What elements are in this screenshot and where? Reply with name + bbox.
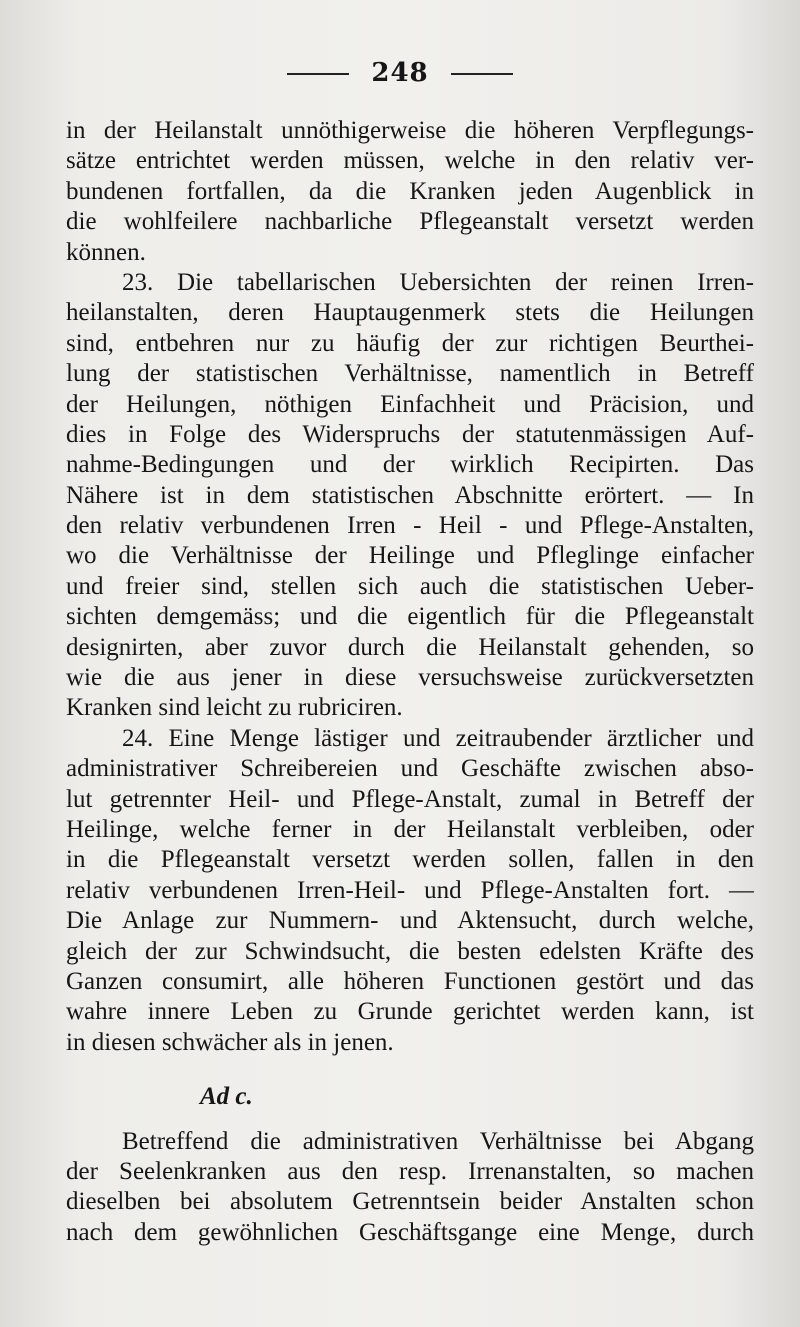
text-line: nach dem gewöhnlichen Geschäftsgange eine Menge, durch: [66, 1218, 754, 1246]
body-text: [66, 116, 754, 1248]
paragraph-adc-start: Betreffend die administrativen Verhältnisse bei Abgang: [122, 1127, 754, 1155]
text-line: Kranken sind leicht zu rubriciren.: [66, 694, 403, 722]
text-line: Nähere ist in dem statistischen Abschnitte erörtert. — In: [66, 481, 754, 509]
text-line: den relativ verbundenen Irren - Heil - und Pflege-Anstalten,: [66, 512, 754, 540]
text-line: dieselben bei absolutem Getrenntsein beider Anstalten schon: [66, 1188, 754, 1216]
text-line: lut getrennter Heil- und Pflege-Anstalt, zumal in Betreff der: [66, 785, 754, 813]
text-line: in die Pflegeanstalt versetzt werden sollen, fallen in den: [66, 846, 754, 874]
text-line: Heilinge, welche ferner in der Heilanstalt verbleiben, oder: [66, 815, 754, 843]
text-line: gleich der zur Schwindsucht, die besten edelsten Kräfte des: [66, 937, 754, 965]
text-line: der Heilungen, nöthigen Einfachheit und Präcision, und: [66, 390, 754, 418]
text-line: der Seelenkranken aus den resp. Irrenanstalten, so machen: [66, 1157, 754, 1185]
text-line: sichten demgemäss; und die eigentlich für die Pflegeanstalt: [66, 603, 754, 631]
text-line: dies in Folge des Widerspruchs der statutenmässigen Auf-: [66, 420, 754, 448]
text-line: lung der statistischen Verhältnisse, namentlich in Betreff: [66, 360, 754, 388]
page-number: 248: [371, 58, 429, 88]
text-line: in der Heilanstalt unnöthigerweise die höheren Verpflegungs-: [66, 117, 754, 144]
header-rule-right: [451, 73, 513, 75]
text-line: die wohlfeilere nachbarliche Pflegeanstalt versetzt werden: [66, 208, 754, 236]
text-line: wo die Verhältnisse der Heilinge und Pfleglinge einfacher: [66, 542, 754, 570]
text-line: Ganzen consumirt, alle höheren Functionen gestört und das: [66, 967, 754, 995]
paragraph-23-start: 23. Die tabellarischen Uebersichten der reinen Irren-: [122, 268, 754, 296]
paragraph-24-start: 24. Eine Menge lästiger und zeitraubender ärztlicher und: [122, 724, 754, 752]
text-line: können.: [66, 238, 146, 266]
text-line: sätze entrichtet werden müssen, welche in den relativ ver-: [66, 147, 754, 175]
text-line: heilanstalten, deren Hauptaugenmerk stets die Heilungen: [66, 299, 754, 327]
text-line: wie die aus jener in diese versuchsweise zurückversetzten: [66, 664, 754, 692]
header-rule-left: [287, 73, 349, 75]
text-line: administrativer Schreibereien und Geschäfte zwischen abso-: [66, 755, 754, 783]
section-heading: Ad c.: [200, 1083, 253, 1111]
text-line: Die Anlage zur Nummern- und Aktensucht, durch welche,: [66, 907, 754, 935]
text-line: nahme-Bedingungen und der wirklich Recipirten. Das: [66, 451, 754, 479]
text-line: sind, entbehren nur zu häufig der zur richtigen Beurthei-: [66, 329, 754, 357]
text-line: designirten, aber zuvor durch die Heilanstalt gehenden, so: [66, 633, 754, 661]
page-header: [0, 58, 800, 88]
text-line: wahre innere Leben zu Grunde gerichtet werden kann, ist: [66, 998, 754, 1026]
text-line: und freier sind, stellen sich auch die statistischen Ueber-: [66, 572, 754, 600]
text-line: in diesen schwächer als in jenen.: [66, 1028, 394, 1056]
text-line: bundenen fortfallen, da die Kranken jeden Augenblick in: [66, 177, 754, 205]
text-line: relativ verbundenen Irren-Heil- und Pflege-Anstalten fort. —: [66, 876, 754, 904]
